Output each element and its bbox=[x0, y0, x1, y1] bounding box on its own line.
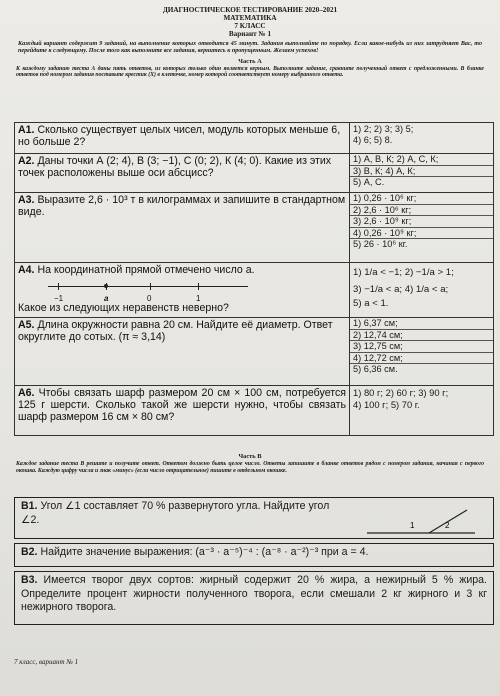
task-a1-options: 1) 2; 2) 3; 3) 5; 4) 6; 5) 8. bbox=[350, 123, 494, 154]
doc-title: ДИАГНОСТИЧЕСКОЕ ТЕСТИРОВАНИЕ 2020–2021 bbox=[162, 6, 338, 14]
angle-1-label: 1 bbox=[410, 521, 415, 530]
part-a-table bbox=[14, 122, 494, 436]
angle-diagram bbox=[367, 506, 477, 536]
part-b-instructions: Каждое задание теста В решите и получите ответ. Ответом должно быть целое число. Ответы запишите в бланке ответов рядом с номером задания, начиная с первого окошка. Каждую цифру числа и знак «минус» (если число отрицательное) пишите в отдельном окошке. bbox=[16, 461, 484, 474]
task-a6-row bbox=[15, 386, 494, 436]
task-a4-options: 1) 1/a < −1; 2) −1/a > 1; 3) −1/a < a; 4) 1/a < a; 5) a < 1. bbox=[350, 263, 494, 318]
footer-label: 7 класс, вариант № 1 bbox=[14, 658, 79, 666]
task-a4-row bbox=[15, 263, 494, 318]
task-a1-row bbox=[15, 123, 494, 154]
task-a3-options: 1) 0,26 · 10⁶ кг; 2) 2,6 · 10⁶ кг; 3) 2,6 · 10⁹ кг; 4) 0,26 · 10⁹ кг; 5) 26 · 10⁶ кг. bbox=[350, 193, 494, 263]
number-line bbox=[48, 280, 248, 306]
part-a-title: Часть А bbox=[238, 57, 262, 65]
angle-2-label: 2 bbox=[445, 521, 450, 530]
task-a3-row bbox=[15, 193, 494, 263]
task-a6-question: А6. Чтобы связать шарф размером 20 см × 100 см, потребуется 125 г шерсти. Сколько такой же шерсти нужно, чтобы связать шарф размером 16 см × 80 см? bbox=[15, 386, 350, 436]
task-a4-question: А4. На координатной прямой отмечено число a. −1 a 0 1 Какое из следующих неравенств неверно? bbox=[15, 263, 350, 318]
task-a6-options: 1) 80 г; 2) 60 г; 3) 90 г; 4) 100 г; 5) 70 г. bbox=[350, 386, 494, 436]
tick-label-a: a bbox=[104, 294, 109, 303]
task-a5-question: А5. Длина окружности равна 20 см. Найдите её диаметр. Ответ округлите до сотых. (π ≈ 3,14) bbox=[15, 318, 350, 386]
task-a4-subquestion: Какое из следующих неравенств неверно? bbox=[18, 302, 229, 314]
task-b2-box: В2. Найдите значение выражения: (a⁻³ · a⁻⁵)⁻⁴ : (a⁻⁸ · a⁻²)⁻³ при a = 4. bbox=[14, 543, 494, 567]
tick-label-zero: 0 bbox=[147, 294, 152, 303]
task-a1-question: А1. Сколько существует целых чисел, модуль которых меньше 6, но больше 2? bbox=[15, 123, 350, 154]
doc-subject: МАТЕМАТИКА bbox=[223, 14, 277, 22]
doc-variant: Вариант № 1 bbox=[228, 30, 272, 38]
part-b-title: Часть В bbox=[238, 453, 262, 460]
task-a2-question: А2. Даны точки А (2; 4), В (3; −1), С (0; 2), К (4; 0). Какие из этих точек расположены выше оси абсцисс? bbox=[15, 154, 350, 193]
task-b3-box: В3. Имеется творог двух сортов: жирный содержит 20 % жира, а нежирный 5 % жира. Определите процент жирности полученного творога, если смешали 2 кг жирного и 3 кг нежирного творога. bbox=[14, 571, 494, 625]
tick-label-one: 1 bbox=[196, 294, 201, 303]
part-b bbox=[0, 451, 500, 474]
doc-grade: 7 КЛАСС bbox=[234, 22, 266, 30]
task-b1-box: В1. Угол ∠1 составляет 70 % развернутого угла. Найдите угол ∠2. 1 2 bbox=[14, 497, 494, 539]
tick-label-minus-one: −1 bbox=[54, 294, 64, 303]
part-a-instructions: К каждому заданию теста А даны пять ответов, из которых только один является верным. Выполните задание, сравните полученный ответ с предложенными. В бланке ответов под номером задания поставьте крестик (X) в клеточке, номер которой соответствует номеру выбранного ответа. bbox=[16, 65, 484, 79]
task-a5-options: 1) 6,37 см; 2) 12,74 см; 3) 12,75 см; 4) 12,72 см; 5) 6,36 см. bbox=[350, 318, 494, 386]
intro-text: Каждый вариант содержит 9 заданий, на выполнение которых отводится 45 минут. Задания выполняйте по порядку. Если какое-нибудь из них затрудняет Вас, то перейдите к следующему. После того как выполните все задания, вернитесь к пропущенным. Желаем успехов! bbox=[18, 41, 482, 55]
task-a2-options: 1) А, В, К; 2) А, С, К; 3) В, К; 4) А, К; 5) А, С. bbox=[350, 154, 494, 193]
task-a2-row bbox=[15, 154, 494, 193]
task-a5-row bbox=[15, 318, 494, 386]
point-a-dot bbox=[104, 284, 108, 288]
task-a3-question: А3. Выразите 2,6 · 10³ т в килограммах и запишите в стандартном виде. bbox=[15, 193, 350, 263]
